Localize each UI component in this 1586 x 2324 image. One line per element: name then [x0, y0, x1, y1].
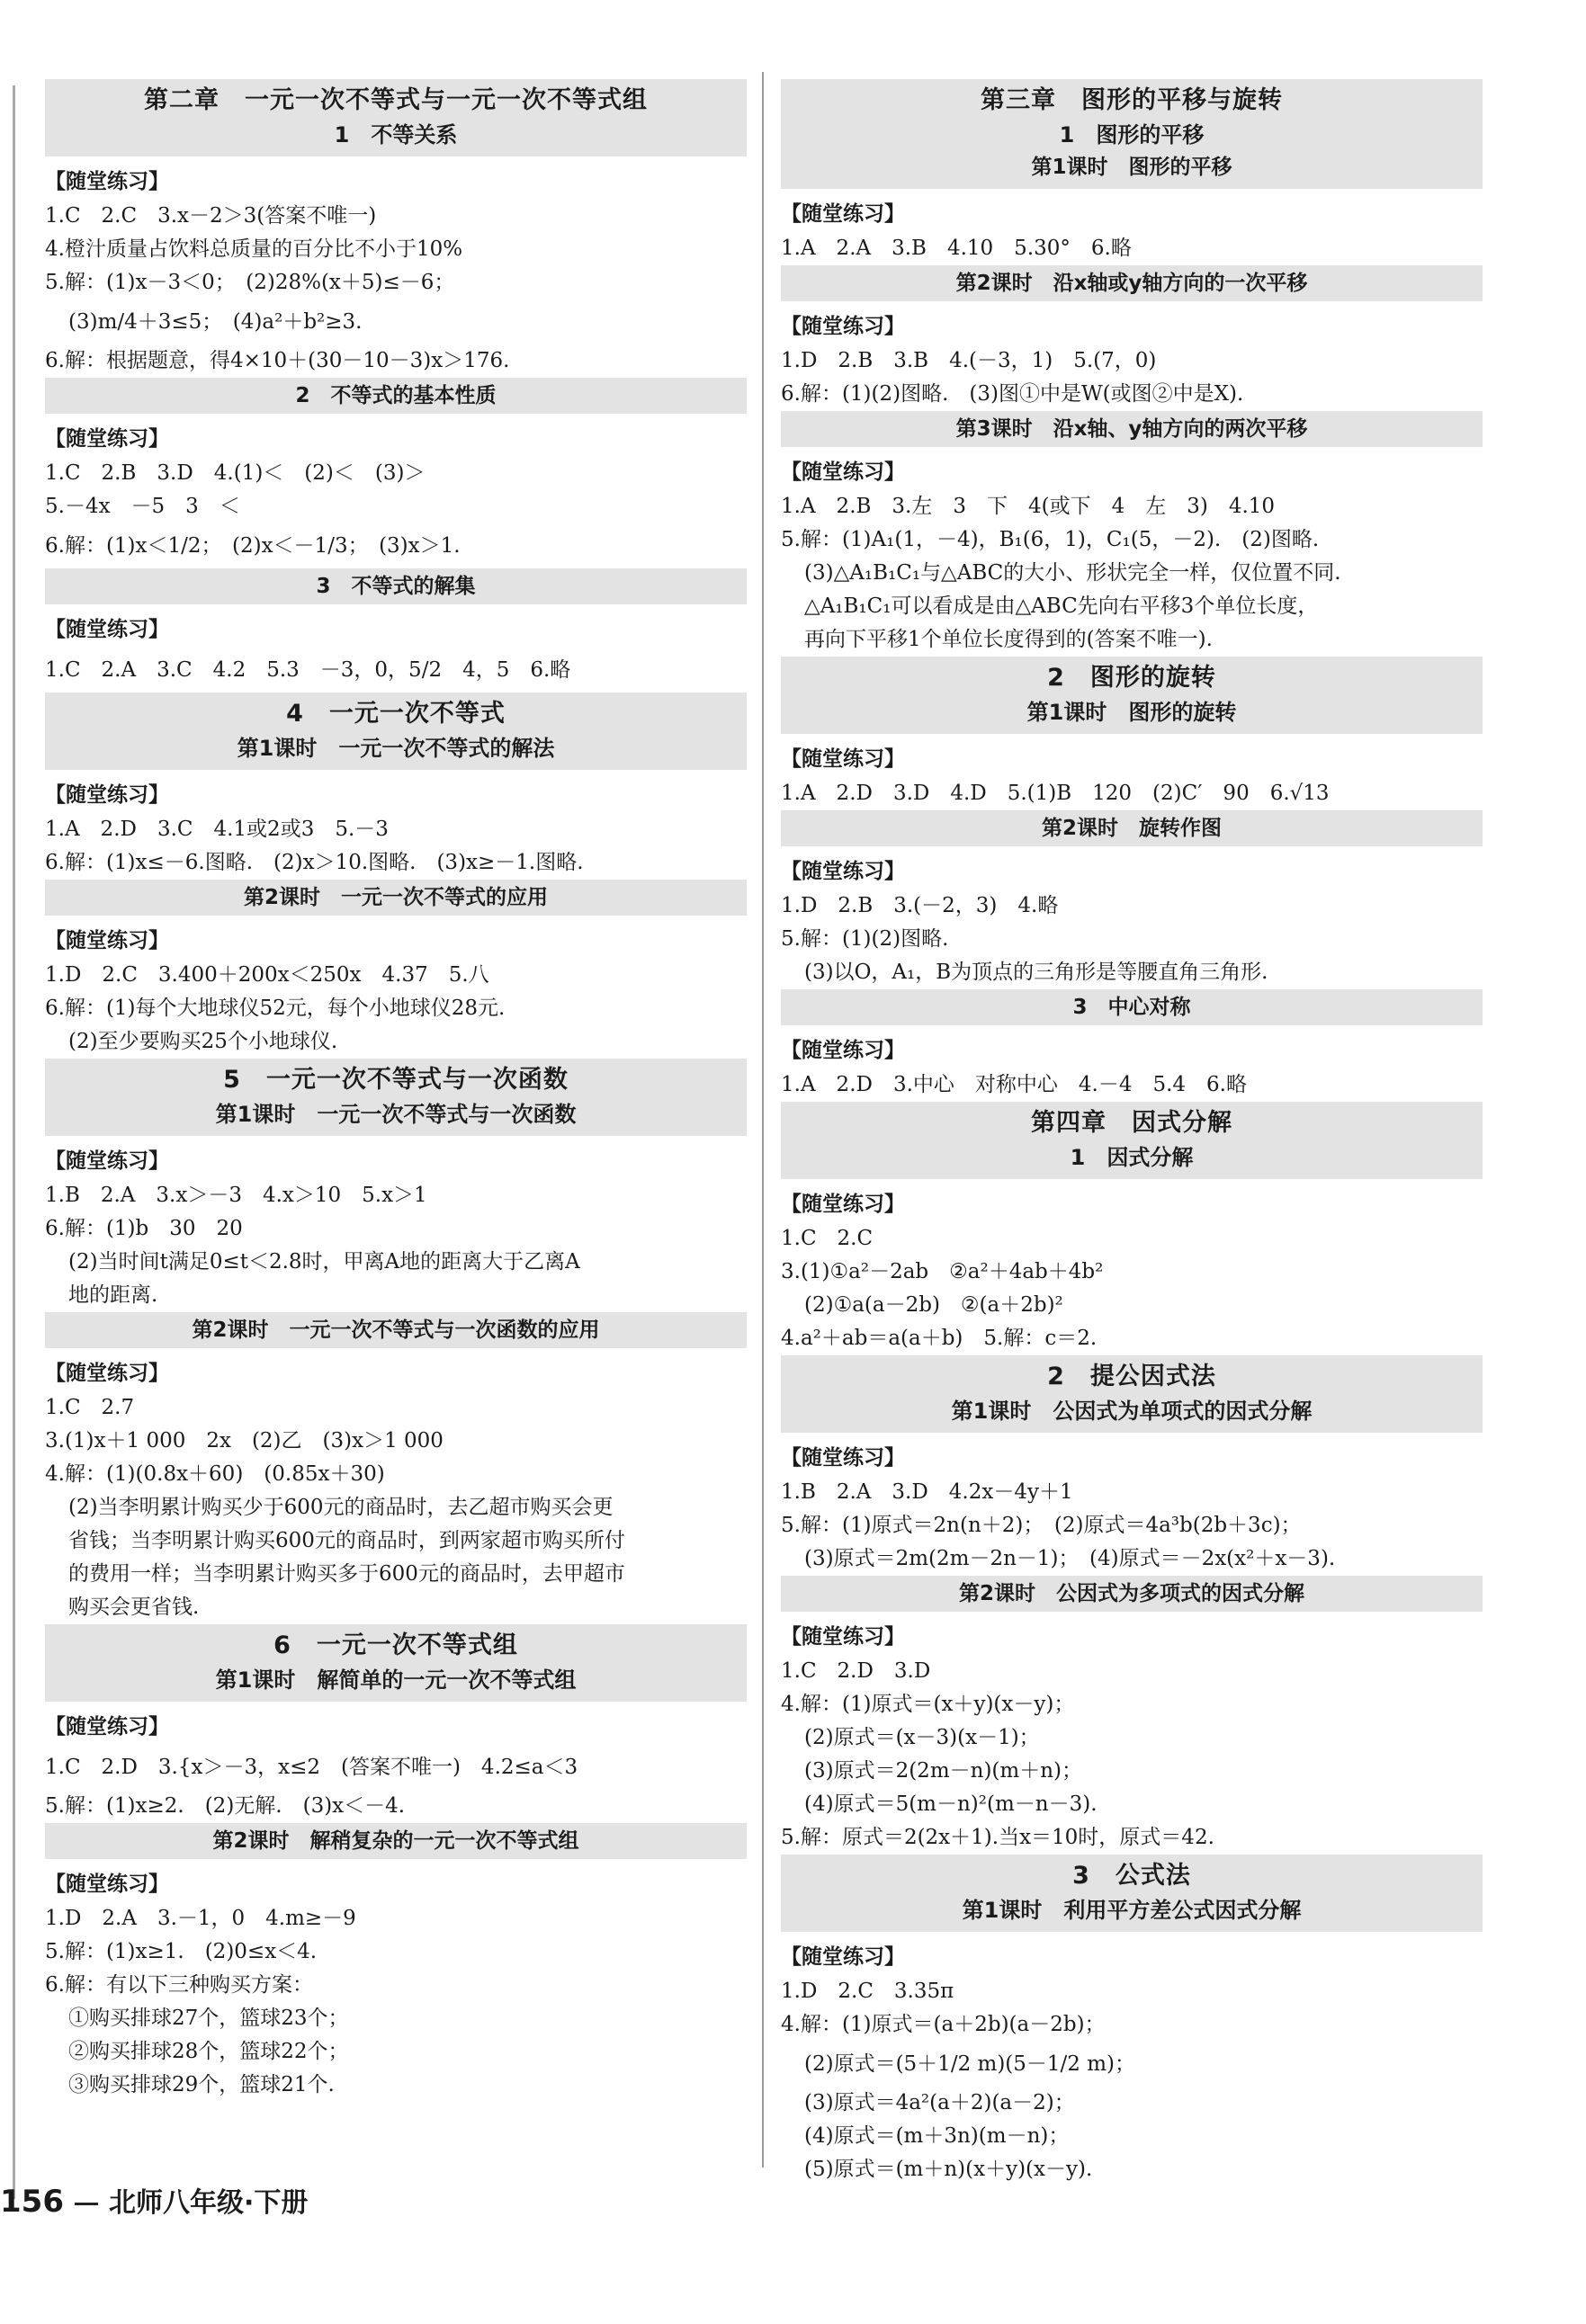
answer-line: 1.D 2.B 3.(－2，3) 4.略: [781, 894, 1059, 917]
answer-line: 6.解：(1)b 30 20: [45, 1217, 243, 1240]
practice-label: 【随堂练习】: [45, 170, 169, 193]
section-header: [781, 1102, 1483, 1179]
practice-label: 【随堂练习】: [781, 747, 905, 771]
answer-line: 5.解：(1)x－3＜0； (2)28%(x＋5)≤－6；: [45, 271, 455, 294]
practice-label: 【随堂练习】: [781, 315, 905, 338]
answer-line: 1.B 2.A 3.D 4.2x－4y＋1: [781, 1480, 1073, 1504]
answer-line: 6.解：(1)x＜1/2； (2)x＜－1/3； (3)x＞1.: [45, 534, 461, 558]
answer-line: 6.解：(1)x≤－6.图略. (2)x＞10.图略. (3)x≥－1.图略.: [45, 851, 584, 874]
section-title: 第三章 图形的平移与旋转: [981, 86, 1283, 114]
answer-line: (4)原式＝(m＋3n)(m－n)；: [804, 2124, 1070, 2148]
answer-line: 6.解：根据题意，得4×10＋(30－10－3)x＞176.: [45, 349, 510, 372]
footer-dash: [75, 2203, 98, 2205]
section-title: 第1课时 解简单的一元一次不等式组: [215, 1667, 577, 1693]
section-title: 4 一元一次不等式: [286, 700, 506, 728]
answer-line: (3)以O，A₁，B为顶点的三角形是等腰直角三角形.: [804, 961, 1268, 984]
section-header: [45, 1059, 747, 1136]
section-title: 第1课时 图形的旋转: [1026, 700, 1237, 725]
section-title: 1 因式分解: [1070, 1145, 1194, 1170]
answer-line: (4)原式＝5(m－n)²(m－n－3).: [804, 1792, 1098, 1816]
answer-line: 4.a²＋ab＝a(a＋b) 5.解：c＝2.: [781, 1327, 1098, 1350]
section-title: 6 一元一次不等式组: [273, 1631, 518, 1659]
answer-line: ③购买排球29个，篮球21个.: [68, 2073, 335, 2096]
section-title: 2 图形的旋转: [1047, 664, 1216, 692]
answer-line: 1.A 2.A 3.B 4.10 5.30° 6.略: [781, 237, 1132, 260]
answer-line: 1.D 2.B 3.B 4.(－3，1) 5.(7，0): [781, 349, 1157, 372]
lesson-header: 第2课时 沿x轴或y轴方向的一次平移: [781, 265, 1483, 301]
answer-line: 1.B 2.A 3.x＞－3 4.x＞10 5.x＞1: [45, 1184, 427, 1207]
answer-line: 1.C 2.B 3.D 4.(1)＜ (2)＜ (3)＞: [45, 461, 426, 485]
answer-line: 1.C 2.D 3.{x＞－3，x≤2 (答案不唯一) 4.2≤a＜3: [45, 1756, 578, 1779]
practice-label: 【随堂练习】: [781, 1193, 905, 1216]
answer-line: (5)原式＝(m＋n)(x＋y)(x－y).: [804, 2158, 1093, 2181]
answer-line: (3)原式＝2(2m－n)(m＋n)；: [804, 1759, 1082, 1783]
answer-line: 5.解：(1)x≥2. (2)无解. (3)x＜－4.: [45, 1794, 406, 1818]
answer-line: 6.解：(1)(2)图略. (3)图①中是W(或图②中是X).: [781, 382, 1244, 406]
section-title: 2 提公因式法: [1047, 1363, 1216, 1390]
answer-line: 5.－4x －5 3 ＜: [45, 495, 240, 518]
lesson-header: 3 不等式的解集: [45, 568, 747, 604]
section-title: 1 图形的平移: [1059, 122, 1205, 147]
lesson-header: 第2课时 解稍复杂的一元一次不等式组: [45, 1823, 747, 1859]
section-header: [45, 79, 747, 156]
answer-line: 5.解：(1)原式＝2n(n＋2)； (2)原式＝4a³b(2b＋3c)；: [781, 1514, 1302, 1537]
practice-label: 【随堂练习】: [45, 1362, 169, 1385]
lesson-header: 3 中心对称: [781, 989, 1483, 1025]
section-title: 第1课时 一元一次不等式的解法: [237, 736, 555, 761]
practice-label: 【随堂练习】: [45, 1715, 169, 1739]
answer-line: 6.解：有以下三种购买方案：: [45, 1973, 313, 1997]
answer-line: (3)△A₁B₁C₁与△ABC的大小、形状完全一样，仅位置不同.: [804, 561, 1341, 585]
answer-line: 再向下平移1个单位长度得到的(答案不唯一).: [804, 628, 1213, 651]
section-title: 第二章 一元一次不等式与一元一次不等式组: [144, 86, 648, 114]
answer-line: 1.D 2.C 3.400＋200x＜250x 4.37 5.八: [45, 963, 489, 987]
answer-line: (2)当李明累计购买少于600元的商品时，去乙超市购买会更: [68, 1496, 614, 1519]
section-title: 1 不等关系: [334, 122, 458, 147]
column-divider: [762, 72, 764, 2168]
page-edge-mark: [13, 85, 15, 2199]
lesson-header: 第3课时 沿x轴、y轴方向的两次平移: [781, 411, 1483, 447]
section-header: [781, 657, 1483, 734]
answer-line: 省钱；当李明累计购买600元的商品时，到两家超市购买所付: [68, 1529, 625, 1552]
lesson-header: 2 不等式的基本性质: [45, 378, 747, 414]
answer-line: 1.C 2.D 3.D: [781, 1659, 931, 1683]
answer-line: 1.C 2.A 3.C 4.2 5.3 －3，0，5/2 4，5 6.略: [45, 658, 571, 682]
answer-line: 5.解：(1)x≥1. (2)0≤x＜4.: [45, 1940, 318, 1963]
practice-label: 【随堂练习】: [781, 1039, 905, 1062]
section-header: [781, 1355, 1483, 1433]
answer-line: (2)原式＝(5＋1/2 m)(5－1/2 m)；: [804, 2052, 1136, 2076]
lesson-header: 第2课时 公因式为多项式的因式分解: [781, 1576, 1483, 1612]
answer-line: 1.C 2.7: [45, 1396, 135, 1419]
answer-line: 5.解：原式＝2(2x＋1).当x＝10时，原式＝42.: [781, 1826, 1214, 1849]
practice-label: 【随堂练习】: [45, 929, 169, 952]
answer-line: 3.(1)x＋1 000 2x (2)乙 (3)x＞1 000: [45, 1429, 444, 1452]
answer-line: (2)当时间t满足0≤t＜2.8时，甲离A地的距离大于乙离A: [68, 1250, 580, 1274]
answer-line: 4.解：(1)原式＝(x＋y)(x－y)；: [781, 1693, 1075, 1716]
lesson-header: 第2课时 一元一次不等式与一次函数的应用: [45, 1312, 747, 1348]
left-answer-column: [45, 79, 747, 2102]
practice-label: 【随堂练习】: [45, 618, 169, 641]
answer-line: (3)m/4＋3≤5； (4)a²＋b²≥3.: [68, 310, 363, 334]
section-title: 第1课时 利用平方差公式因式分解: [962, 1898, 1302, 1923]
section-title: 第1课时 图形的平移: [1031, 156, 1232, 179]
practice-label: 【随堂练习】: [45, 427, 169, 451]
section-header: [781, 79, 1483, 189]
answer-line: 地的距离.: [68, 1283, 158, 1307]
section-title: 5 一元一次不等式与一次函数: [223, 1066, 569, 1094]
answer-line: ①购买排球27个，篮球23个；: [68, 2007, 349, 2030]
practice-label: 【随堂练习】: [781, 1446, 905, 1470]
answer-line: 购买会更省钱.: [68, 1596, 200, 1619]
section-header: [781, 1855, 1483, 1932]
practice-label: 【随堂练习】: [781, 1625, 905, 1649]
practice-label: 【随堂练习】: [781, 860, 905, 883]
answer-line: 1.D 2.C 3.35π: [781, 1980, 954, 2003]
practice-label: 【随堂练习】: [781, 202, 905, 226]
answer-line: 1.C 2.C 3.x－2＞3(答案不唯一): [45, 204, 377, 228]
answer-line: 4.解：(1)原式＝(a＋2b)(a－2b)；: [781, 2013, 1106, 2036]
answer-line: 的费用一样；当李明累计购买多于600元的商品时，去甲超市: [68, 1562, 625, 1586]
answer-line: 3.(1)①a²－2ab ②a²＋4ab＋4b²: [781, 1260, 1104, 1283]
practice-label: 【随堂练习】: [781, 1945, 905, 1969]
section-title: 第四章 因式分解: [1031, 1109, 1232, 1137]
answer-line: 4.橙汁质量占饮料总质量的百分比不小于10%: [45, 237, 463, 261]
section-title: 第1课时 公因式为单项式的因式分解: [951, 1399, 1313, 1424]
answer-line: 1.C 2.C: [781, 1227, 874, 1250]
answer-line: 1.A 2.D 3.中心 对称中心 4.－4 5.4 6.略: [781, 1073, 1247, 1096]
answer-line: 4.解：(1)(0.8x＋60) (0.85x＋30): [45, 1462, 385, 1486]
answer-line: (2)原式＝(x－3)(x－1)；: [804, 1726, 1040, 1749]
right-answer-column: [781, 79, 1483, 2186]
answer-line: 5.解：(1)(2)图略.: [781, 927, 949, 951]
answer-line: △A₁B₁C₁可以看成是由△ABC先向右平移3个单位长度，: [804, 594, 1319, 618]
answer-line: (2)至少要购买25个小地球仪.: [68, 1030, 338, 1053]
section-header: [45, 1624, 747, 1702]
book-title: 北师八年级·下册: [108, 2187, 309, 2219]
section-title: 3 公式法: [1072, 1862, 1191, 1890]
page-number: 156: [0, 2184, 64, 2220]
lesson-header: 第2课时 旋转作图: [781, 810, 1483, 846]
answer-line: (3)原式＝2m(2m－2n－1)； (4)原式＝－2x(x²＋x－3).: [804, 1547, 1336, 1570]
lesson-header: 第2课时 一元一次不等式的应用: [45, 880, 747, 916]
page-footer: [0, 2184, 308, 2221]
answer-line: 1.A 2.D 3.C 4.1或2或3 5.－3: [45, 818, 389, 841]
practice-label: 【随堂练习】: [45, 1873, 169, 1896]
answer-line: (3)原式＝4a²(a＋2)(a－2)；: [804, 2091, 1075, 2114]
answer-line: 6.解：(1)每个大地球仪52元，每个小地球仪28元.: [45, 997, 506, 1020]
practice-label: 【随堂练习】: [781, 460, 905, 484]
practice-label: 【随堂练习】: [45, 783, 169, 807]
answer-line: 1.D 2.A 3.－1，0 4.m≥－9: [45, 1907, 356, 1930]
answer-line: ②购买排球28个，篮球22个；: [68, 2040, 349, 2063]
answer-line: 5.解：(1)A₁(1，－4)，B₁(6，1)，C₁(5，－2). (2)图略.: [781, 528, 1320, 551]
answer-line: (2)①a(a－2b) ②(a＋2b)²: [804, 1293, 1063, 1317]
section-header: [45, 693, 747, 770]
section-title: 第1课时 一元一次不等式与一次函数: [215, 1102, 577, 1127]
answer-line: 1.A 2.B 3.左 3 下 4(或下 4 左 3) 4.10: [781, 495, 1276, 518]
practice-label: 【随堂练习】: [45, 1149, 169, 1173]
answer-line: 1.A 2.D 3.D 4.D 5.(1)B 120 (2)C′ 90 6.√13: [781, 782, 1330, 805]
